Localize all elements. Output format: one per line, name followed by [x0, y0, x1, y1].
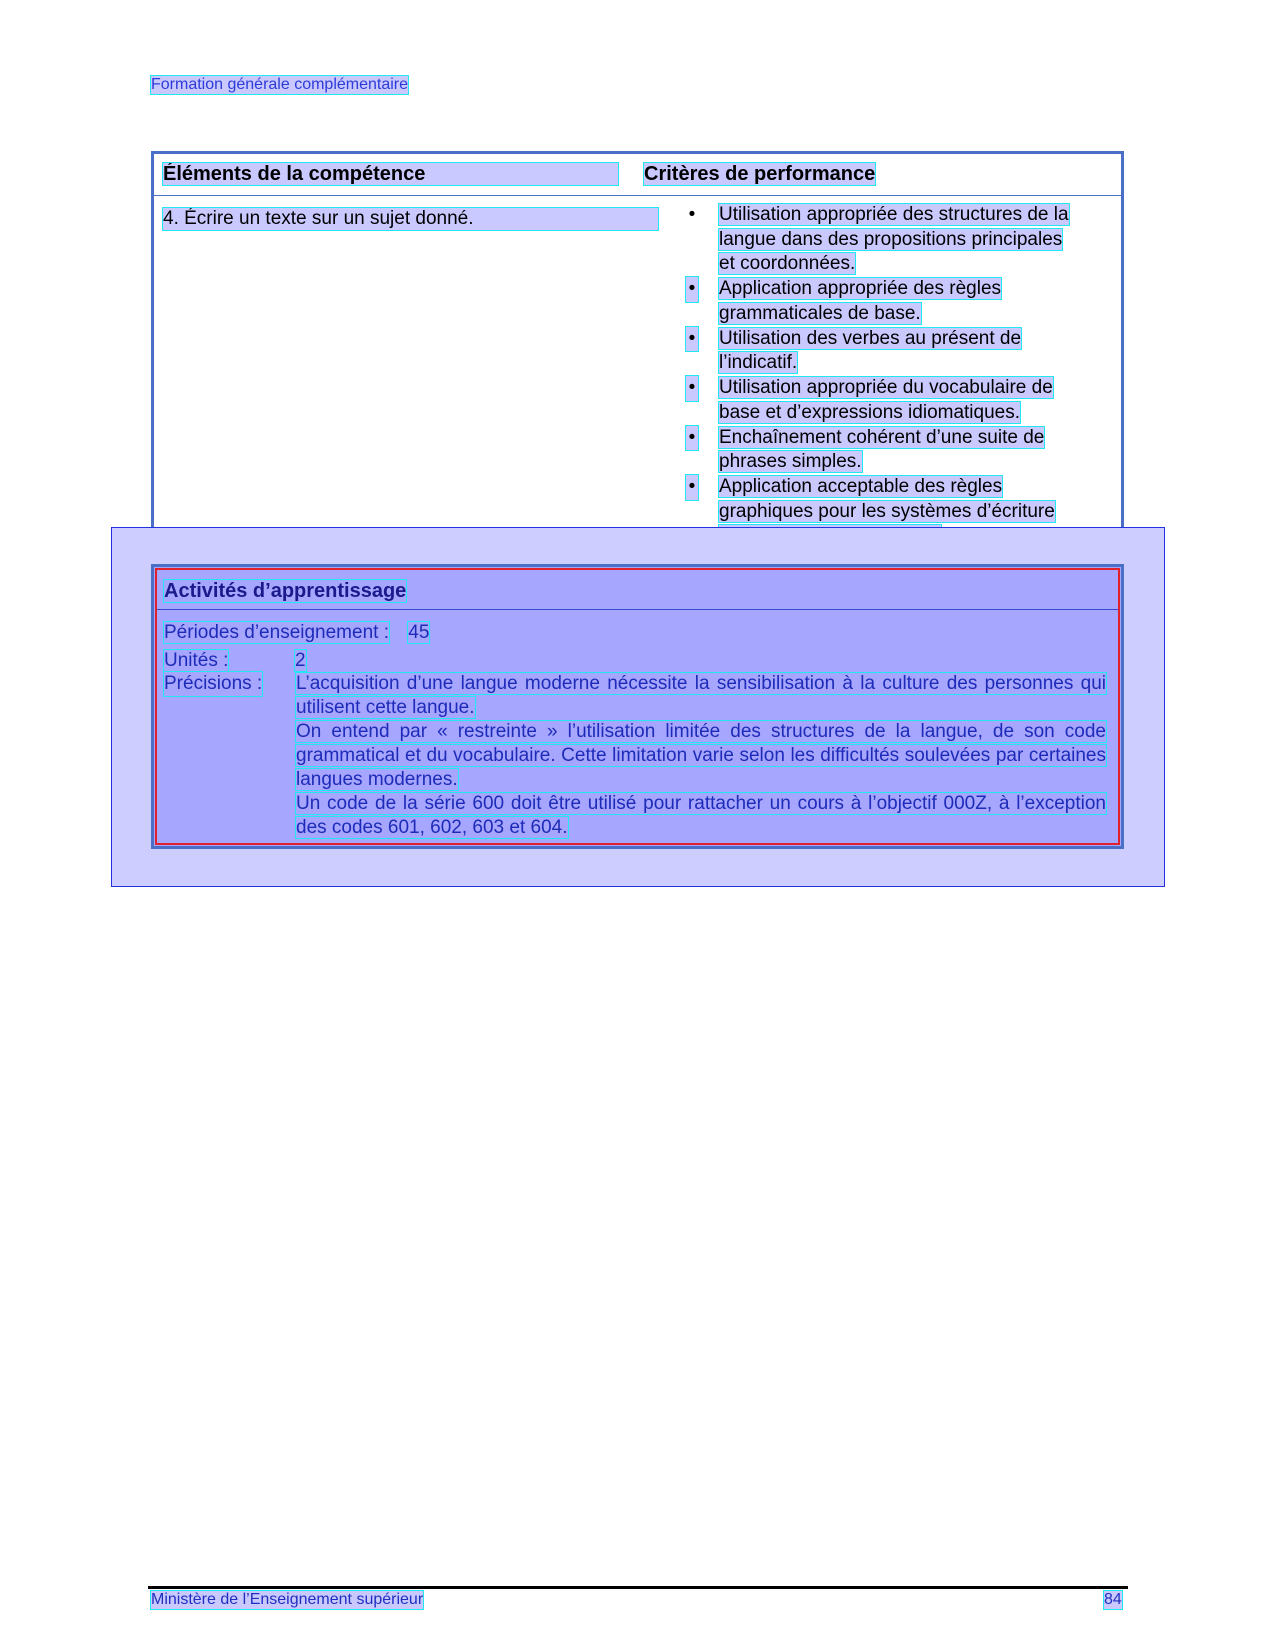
activities-highlight-frame — [155, 568, 1120, 845]
bullet-icon: • — [686, 277, 698, 302]
precisions-label: Précisions : — [164, 673, 263, 694]
units-label: Unités : — [164, 650, 229, 671]
criteria-item — [684, 376, 1079, 425]
units-row — [164, 650, 306, 672]
periods-value: 45 — [408, 622, 430, 643]
criteria-text: Application acceptable des règles graphiques pour les systèmes d’écriture — [719, 476, 1055, 546]
page-header: Formation générale complémentaire — [151, 76, 409, 93]
competence-element: 4. Écrire un texte sur un sujet donné. — [163, 208, 658, 230]
competence-table — [151, 151, 1124, 548]
footer-ministry: Ministère de l’Enseignement supérieur — [151, 1591, 424, 1608]
criteria-text: Utilisation des verbes au présent de l’indicatif. — [719, 327, 1022, 373]
criteria-list — [684, 203, 1079, 549]
units-value: 2 — [295, 650, 306, 671]
criteria-text: Utilisation appropriée des structures de la langue dans des propositions principales et coordonnées. — [719, 204, 1069, 274]
bullet-icon: • — [686, 327, 698, 352]
periods-label: Périodes d’enseignement : — [164, 622, 389, 643]
activities-title: Activités d’apprentissage — [164, 580, 407, 602]
criteria-item — [684, 327, 1079, 376]
competence-table-header — [154, 154, 1121, 196]
bullet-icon: • — [686, 475, 698, 500]
page-number: 84 — [1104, 1591, 1122, 1608]
criteria-text: Enchaînement cohérent d’une suite de phrases simples. — [719, 426, 1045, 472]
bullet-icon: • — [688, 204, 696, 225]
bullet-icon: • — [686, 426, 698, 451]
precision-paragraph: L’acquisition d’une langue moderne nécessite la sensibilisation à la culture des personnes qui utilisent cette langue. — [296, 673, 1106, 718]
criteria-text: Application appropriée des règles grammaticales de base. — [719, 278, 1002, 324]
criteria-item — [684, 203, 1079, 277]
activities-box — [151, 564, 1124, 849]
precision-paragraph: Un code de la série 600 doit être utilisé pour rattacher un cours à l’objectif 000Z, à l’exception des codes 601, 602, 603 et 604. — [296, 793, 1106, 838]
column-header-criteria: Critères de performance — [644, 163, 876, 185]
criteria-item — [684, 426, 1079, 475]
column-header-elements: Éléments de la compétence — [163, 163, 618, 185]
periods-row — [164, 622, 429, 644]
bullet-icon: • — [686, 376, 698, 401]
criteria-text: Utilisation appropriée du vocabulaire de base et d’expressions idiomatiques. — [719, 377, 1053, 423]
precisions-body — [296, 672, 1106, 840]
footer-divider — [148, 1586, 1128, 1589]
precision-paragraph: On entend par « restreinte » l’utilisation limitée des structures de la langue, de son code grammatical et du vocabulaire. Cette limitation varie selon les difficultés soulevées par certaines langues modernes. — [296, 721, 1106, 790]
criteria-item — [684, 277, 1079, 326]
activities-header — [157, 570, 1118, 610]
